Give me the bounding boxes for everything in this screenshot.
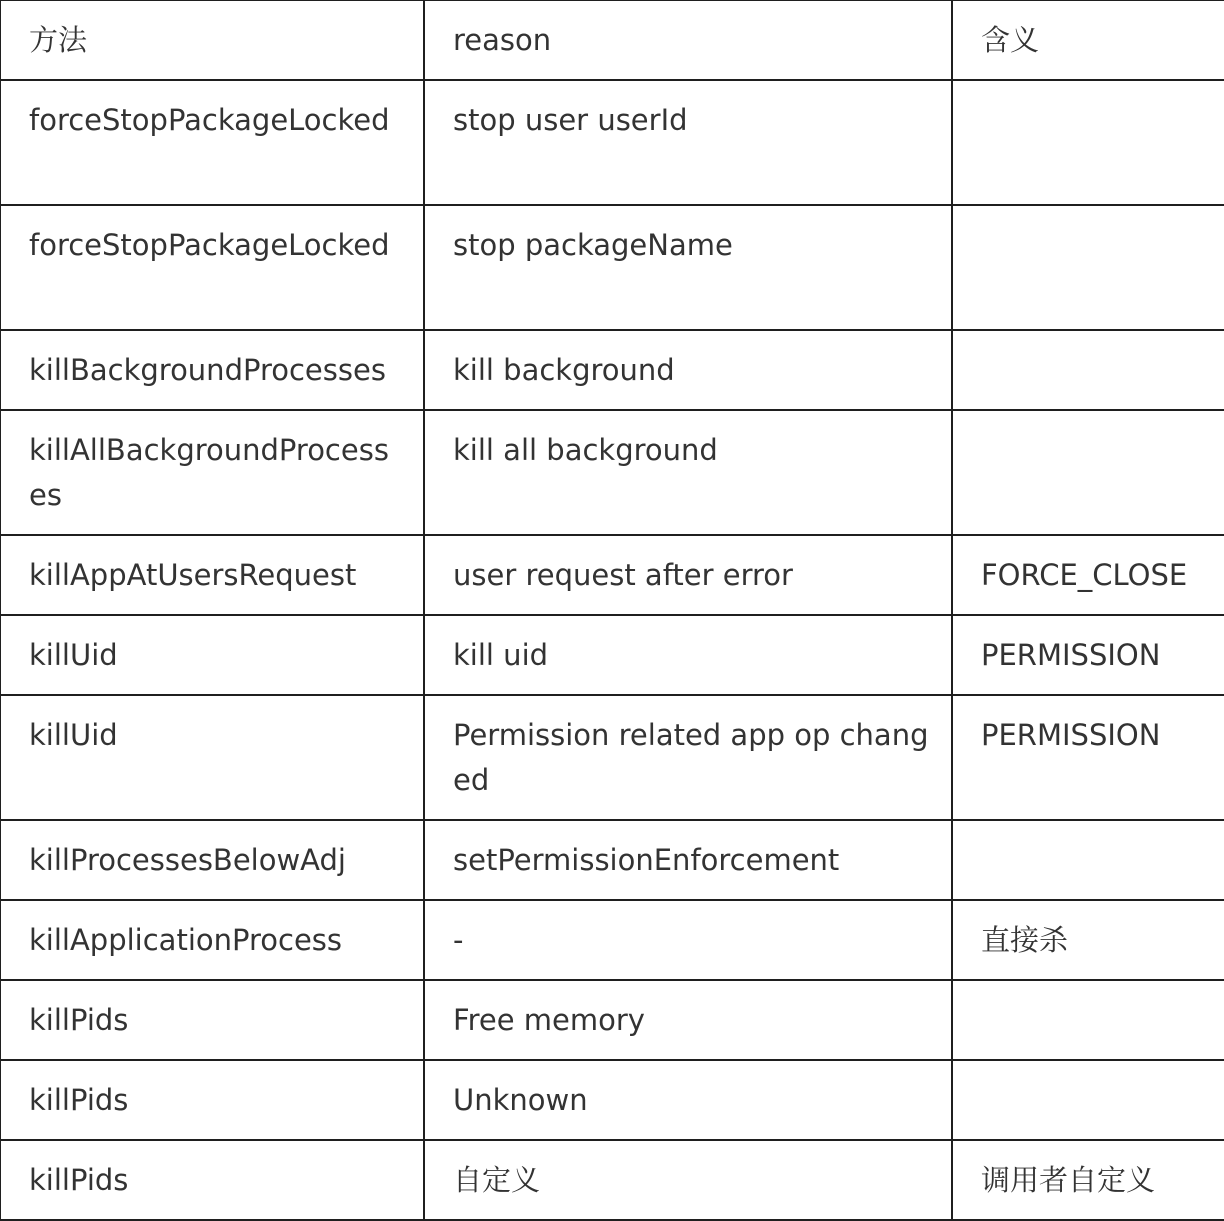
header-cell-reason: reason: [424, 1, 952, 81]
cell-method: killAllBackgroundProcesses: [0, 410, 424, 535]
cell-reason: Unknown: [424, 1060, 952, 1140]
cell-method: killProcessesBelowAdj: [0, 820, 424, 900]
cell-meaning: [952, 820, 1224, 900]
cell-method: killPids: [0, 1140, 424, 1220]
table-row: [0, 615, 1224, 695]
header-cell-meaning: 含义: [952, 1, 1224, 81]
cell-meaning: [952, 330, 1224, 410]
cell-reason: stop user userId: [424, 80, 952, 205]
cell-method: forceStopPackageLocked: [0, 205, 424, 330]
table-row: [0, 820, 1224, 900]
cell-reason: Permission related app op changed: [424, 695, 952, 820]
cell-method: killUid: [0, 695, 424, 820]
table-row: [0, 900, 1224, 980]
cell-reason: kill all background: [424, 410, 952, 535]
cell-reason: stop packageName: [424, 205, 952, 330]
cell-method: killUid: [0, 615, 424, 695]
cell-method: killPids: [0, 1060, 424, 1140]
cell-meaning: [952, 80, 1224, 205]
cell-method: killApplicationProcess: [0, 900, 424, 980]
cell-method: forceStopPackageLocked: [0, 80, 424, 205]
cell-reason: -: [424, 900, 952, 980]
table-row: [0, 330, 1224, 410]
table-row: [0, 80, 1224, 205]
cell-meaning: [952, 410, 1224, 535]
cell-method: killBackgroundProcesses: [0, 330, 424, 410]
table-row: [0, 1060, 1224, 1140]
table-header-row: [0, 1, 1224, 81]
cell-reason: setPermissionEnforcement: [424, 820, 952, 900]
table-row: [0, 410, 1224, 535]
cell-meaning: 调用者自定义: [952, 1140, 1224, 1220]
cell-reason: kill background: [424, 330, 952, 410]
cell-meaning: 直接杀: [952, 900, 1224, 980]
table-row: [0, 535, 1224, 615]
cell-reason: 自定义: [424, 1140, 952, 1220]
cell-reason: user request after error: [424, 535, 952, 615]
table-row: [0, 205, 1224, 330]
table-row: [0, 980, 1224, 1060]
table-row: [0, 1140, 1224, 1220]
cell-meaning: [952, 205, 1224, 330]
cell-reason: Free memory: [424, 980, 952, 1060]
table-row: [0, 695, 1224, 820]
cell-method: killAppAtUsersRequest: [0, 535, 424, 615]
cell-meaning: PERMISSION: [952, 695, 1224, 820]
cell-meaning: PERMISSION: [952, 615, 1224, 695]
cell-meaning: [952, 1060, 1224, 1140]
cell-meaning: FORCE_CLOSE: [952, 535, 1224, 615]
cell-method: killPids: [0, 980, 424, 1060]
cell-meaning: [952, 980, 1224, 1060]
cell-reason: kill uid: [424, 615, 952, 695]
header-cell-method: 方法: [0, 1, 424, 81]
